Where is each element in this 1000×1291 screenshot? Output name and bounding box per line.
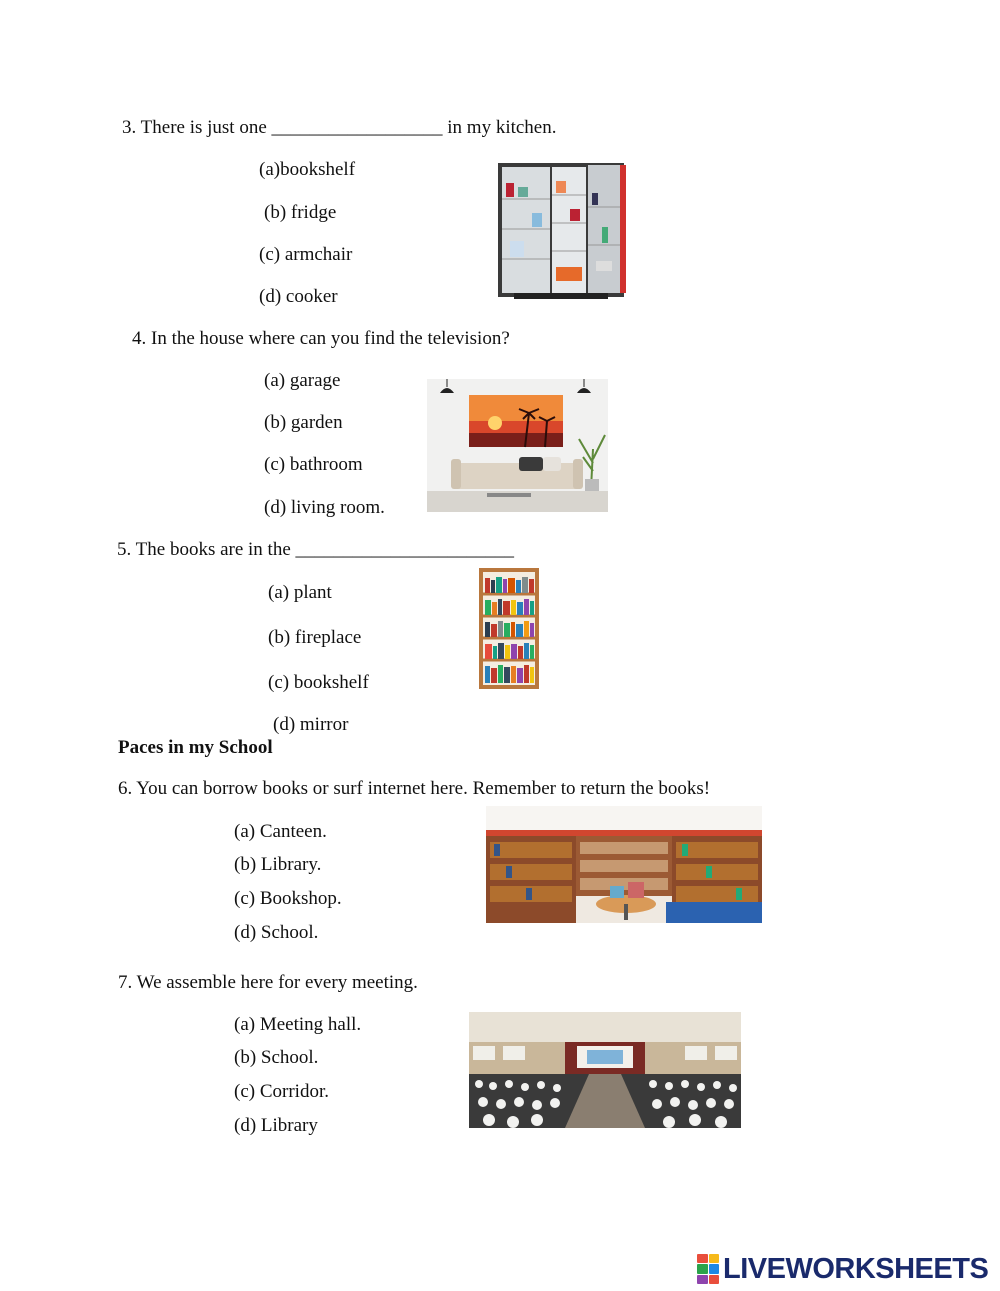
- liveworksheets-logo: [697, 1252, 988, 1286]
- q7-option-c[interactable]: (c) Corridor.: [234, 1081, 329, 1102]
- q3-option-c[interactable]: (c) armchair: [259, 244, 353, 265]
- logo-text: LIVEWORKSHEETS: [723, 1252, 989, 1285]
- q7-option-d[interactable]: (d) Library: [234, 1115, 318, 1136]
- question-5-prompt: 5. The books are in the _______________________: [117, 539, 515, 560]
- q3-option-a[interactable]: (a)bookshelf: [259, 159, 356, 180]
- q7-option-b[interactable]: (b) School.: [234, 1047, 319, 1068]
- logo-icon: [697, 1254, 719, 1284]
- question-6-prompt: 6. You can borrow books or surf internet here. Remember to return the books!: [118, 778, 711, 799]
- q3-option-b[interactable]: (b) fridge: [264, 202, 337, 223]
- question-4-prompt: 4. In the house where can you find the television?: [132, 328, 510, 349]
- q4-option-b[interactable]: (b) garden: [264, 412, 343, 433]
- q6-option-c[interactable]: (c) Bookshop.: [234, 888, 342, 909]
- section-heading: Paces in my School: [118, 737, 273, 758]
- q4-option-c[interactable]: (c) bathroom: [264, 454, 363, 475]
- q7-option-a[interactable]: (a) Meeting hall.: [234, 1014, 362, 1035]
- meeting-hall-image: [469, 1012, 741, 1128]
- bookshelf-image: [479, 568, 539, 689]
- q5-option-b[interactable]: (b) fireplace: [268, 627, 362, 648]
- q5-option-a[interactable]: (a) plant: [268, 582, 332, 603]
- question-7-prompt: 7. We assemble here for every meeting.: [118, 972, 418, 993]
- q3-option-d[interactable]: (d) cooker: [259, 286, 338, 307]
- q4-option-a[interactable]: (a) garage: [264, 370, 341, 391]
- q6-option-a[interactable]: (a) Canteen.: [234, 821, 327, 842]
- q6-option-b[interactable]: (b) Library.: [234, 854, 322, 875]
- q6-option-d[interactable]: (d) School.: [234, 922, 319, 943]
- q5-option-c[interactable]: (c) bookshelf: [268, 672, 369, 693]
- q4-option-d[interactable]: (d) living room.: [264, 497, 385, 518]
- q5-option-d[interactable]: (d) mirror: [273, 714, 349, 735]
- library-image: [486, 806, 762, 923]
- question-3-prompt: 3. There is just one __________________ in my kitchen.: [122, 117, 557, 138]
- living-room-image: [427, 379, 608, 512]
- fridge-image: [494, 157, 630, 303]
